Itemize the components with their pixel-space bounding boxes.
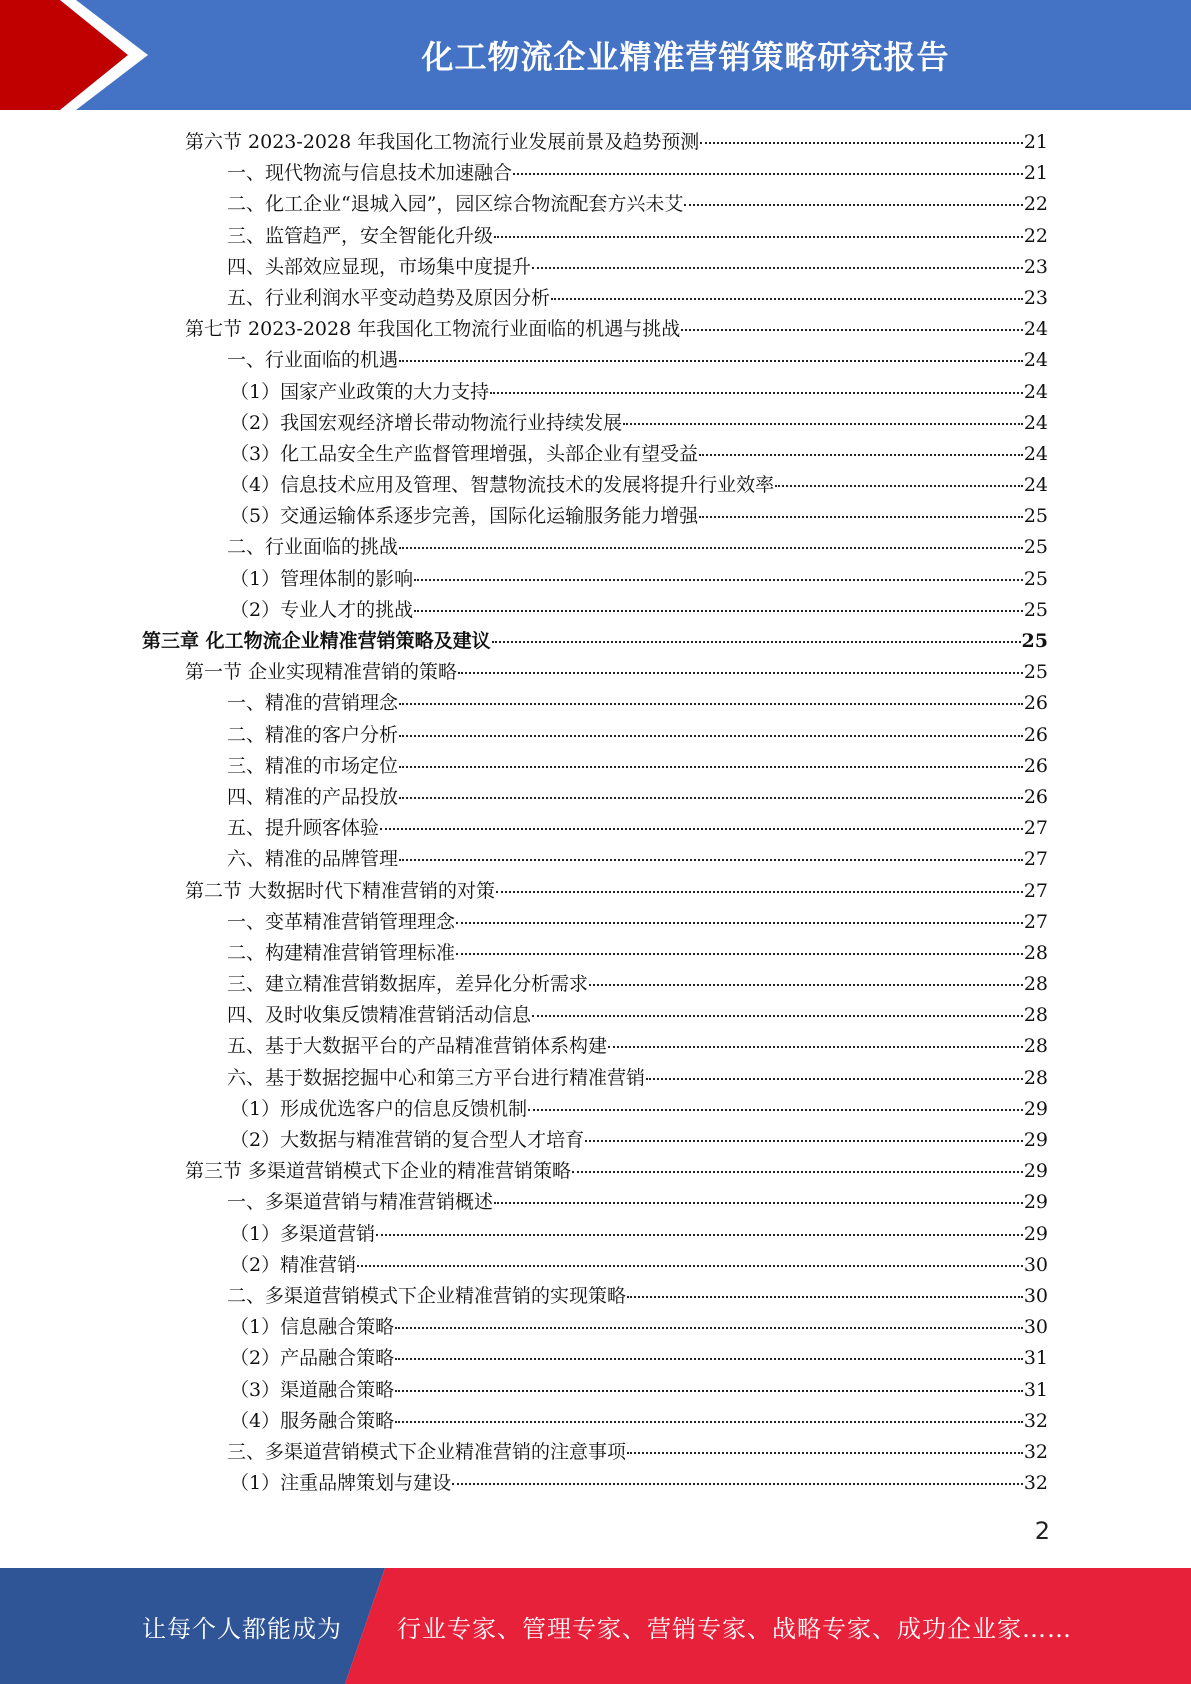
- toc-chapter-entry[interactable]: [142, 626, 1048, 657]
- toc-entry-title: 二、多渠道营销模式下企业精准营销的实现策略: [227, 1284, 627, 1307]
- toc-entry-page: 22: [1023, 224, 1048, 247]
- toc-entry-title: 四、头部效应显现，市场集中度提升: [227, 255, 532, 278]
- toc-entry[interactable]: [142, 1343, 1048, 1374]
- toc-entry-title: 六、精准的品牌管理: [227, 848, 399, 871]
- toc-entry-title: （1）多渠道营销: [230, 1222, 376, 1245]
- toc-entry[interactable]: [142, 1250, 1048, 1281]
- footer-slogan-left: 让每个人都能成为: [142, 1614, 342, 1643]
- toc-entry-page: 29: [1023, 1222, 1048, 1245]
- toc-dot-leader: [395, 1421, 1023, 1423]
- header-arrow-icon: [0, 0, 190, 110]
- toc-dot-leader: [456, 922, 1023, 924]
- toc-entry-title: （2）专业人才的挑战: [230, 598, 414, 621]
- toc-dot-leader: [376, 1234, 1023, 1236]
- toc-entry-title: 第七节 2023-2028 年我国化工物流行业面临的机遇与挑战: [185, 318, 681, 341]
- toc-entry-title: 五、提升顾客体验: [227, 817, 380, 840]
- toc-entry[interactable]: [142, 1156, 1048, 1187]
- toc-entry-page: 21: [1023, 131, 1048, 153]
- toc-dot-leader: [551, 298, 1023, 300]
- toc-dot-leader: [458, 672, 1023, 674]
- toc-entry[interactable]: [142, 969, 1048, 1000]
- toc-entry[interactable]: [142, 1219, 1048, 1250]
- toc-entry-page: 25: [1021, 630, 1048, 652]
- toc-entry[interactable]: [142, 1375, 1048, 1406]
- toc-entry-page: 25: [1023, 598, 1048, 621]
- toc-dot-leader: [414, 579, 1023, 581]
- toc-entry-page: 27: [1023, 879, 1048, 902]
- toc-dot-leader: [532, 267, 1023, 269]
- toc-entry[interactable]: [142, 127, 1048, 158]
- toc-entry-title: （2）我国宏观经济增长带动物流行业持续发展: [230, 411, 623, 434]
- toc-entry[interactable]: [142, 252, 1048, 283]
- toc-entry-page: 25: [1023, 567, 1048, 590]
- toc-entry-title: 一、现代物流与信息技术加速融合: [227, 162, 513, 185]
- toc-entry[interactable]: [142, 1468, 1048, 1499]
- toc-entry-page: 24: [1023, 411, 1048, 434]
- toc-entry-title: 三、精准的市场定位: [227, 754, 399, 777]
- page-number: 2: [1034, 1517, 1050, 1545]
- toc-entry[interactable]: [142, 377, 1048, 408]
- toc-entry-page: 26: [1023, 692, 1048, 715]
- toc-entry-title: 第三章 化工物流企业精准营销策略及建议: [142, 630, 491, 652]
- toc-entry[interactable]: [142, 564, 1048, 595]
- toc-entry[interactable]: [142, 1063, 1048, 1094]
- toc-entry-title: 第二节 大数据时代下精准营销的对策: [185, 879, 496, 902]
- toc-entry-page: 31: [1023, 1347, 1048, 1370]
- toc-entry-title: 二、精准的客户分析: [227, 723, 399, 746]
- toc-entry-page: 29: [1023, 1160, 1048, 1183]
- toc-entry-title: （3）渠道融合策略: [230, 1378, 395, 1401]
- toc-entry[interactable]: [142, 907, 1048, 938]
- report-title: 化工物流企业精准营销策略研究报告: [421, 38, 950, 76]
- toc-entry-title: （1）信息融合策略: [230, 1316, 395, 1339]
- toc-entry[interactable]: [142, 938, 1048, 969]
- toc-dot-leader: [623, 423, 1023, 425]
- toc-entry-title: 五、行业利润水平变动趋势及原因分析: [227, 286, 551, 309]
- toc-entry-page: 23: [1023, 255, 1048, 278]
- toc-entry-page: 22: [1023, 193, 1048, 216]
- toc-entry[interactable]: [142, 189, 1048, 220]
- toc-dot-leader: [399, 360, 1023, 362]
- table-of-contents: [142, 127, 1048, 1499]
- toc-dot-leader: [608, 1046, 1023, 1048]
- toc-entry-title: （4）信息技术应用及管理、智慧物流技术的发展将提升行业效率: [230, 474, 775, 497]
- toc-dot-leader: [414, 610, 1023, 612]
- toc-dot-leader: [395, 1327, 1023, 1329]
- toc-entry[interactable]: [142, 720, 1048, 751]
- toc-entry-title: 一、精准的营销理念: [227, 692, 399, 715]
- toc-entry-title: 四、精准的产品投放: [227, 785, 399, 808]
- toc-dot-leader: [399, 735, 1023, 737]
- toc-entry[interactable]: [142, 1094, 1048, 1125]
- toc-dot-leader: [399, 797, 1023, 799]
- toc-dot-leader: [494, 236, 1023, 238]
- toc-entry-page: 28: [1023, 1066, 1048, 1089]
- toc-dot-leader: [395, 1390, 1023, 1392]
- toc-entry-page: 28: [1023, 1035, 1048, 1058]
- toc-entry[interactable]: [142, 876, 1048, 907]
- toc-entry-page: 32: [1023, 1472, 1048, 1495]
- toc-entry-title: 四、及时收集反馈精准营销活动信息: [227, 1004, 532, 1027]
- toc-dot-leader: [681, 329, 1023, 331]
- toc-entry[interactable]: [142, 1312, 1048, 1343]
- toc-dot-leader: [357, 1265, 1023, 1267]
- toc-entry[interactable]: [142, 595, 1048, 626]
- toc-entry-title: （1）形成优选客户的信息反馈机制: [230, 1097, 528, 1120]
- footer-slogan-right: 行业专家、管理专家、营销专家、战略专家、成功企业家……: [397, 1614, 1072, 1643]
- toc-entry[interactable]: [142, 1125, 1048, 1156]
- toc-entry-title: （5）交通运输体系逐步完善，国际化运输服务能力增强: [230, 505, 699, 528]
- toc-dot-leader: [528, 1109, 1023, 1111]
- page-footer: [0, 1568, 1191, 1684]
- toc-entry-page: 26: [1023, 754, 1048, 777]
- toc-entry-title: 第六节 2023-2028 年我国化工物流行业发展前景及趋势预测: [185, 131, 700, 153]
- toc-dot-leader: [775, 485, 1023, 487]
- toc-entry[interactable]: [142, 314, 1048, 345]
- toc-dot-leader: [399, 703, 1023, 705]
- toc-entry-page: 28: [1023, 1004, 1048, 1027]
- toc-entry-title: 二、构建精准营销管理标准: [227, 941, 456, 964]
- toc-entry[interactable]: [142, 221, 1048, 252]
- toc-dot-leader: [399, 547, 1023, 549]
- toc-entry-page: 30: [1023, 1253, 1048, 1276]
- toc-entry-title: （3）化工品安全生产监督管理增强，头部企业有望受益: [230, 442, 699, 465]
- toc-entry-page: 27: [1023, 910, 1048, 933]
- toc-entry-title: 一、变革精准营销管理理念: [227, 910, 456, 933]
- toc-dot-leader: [684, 204, 1022, 206]
- toc-entry-page: 29: [1023, 1097, 1048, 1120]
- toc-dot-leader: [496, 891, 1023, 893]
- toc-entry-page: 21: [1023, 162, 1048, 185]
- toc-entry-page: 26: [1023, 785, 1048, 808]
- toc-dot-leader: [699, 454, 1023, 456]
- toc-entry[interactable]: [142, 439, 1048, 470]
- toc-entry[interactable]: [142, 532, 1048, 563]
- toc-entry-title: （1）注重品牌策划与建设: [230, 1472, 452, 1495]
- toc-entry[interactable]: [142, 283, 1048, 314]
- toc-dot-leader: [585, 1140, 1023, 1142]
- toc-entry-page: 32: [1023, 1440, 1048, 1463]
- toc-entry[interactable]: [142, 1406, 1048, 1437]
- toc-entry-page: 25: [1023, 661, 1048, 684]
- toc-entry-page: 30: [1023, 1316, 1048, 1339]
- toc-entry-page: 29: [1023, 1191, 1048, 1214]
- toc-entry-page: 29: [1023, 1129, 1048, 1151]
- toc-entry-title: 第三节 多渠道营销模式下企业的精准营销策略: [185, 1160, 572, 1183]
- toc-dot-leader: [380, 828, 1023, 830]
- toc-entry-title: 三、建立精准营销数据库，差异化分析需求: [227, 973, 589, 996]
- toc-entry-page: 31: [1023, 1378, 1048, 1401]
- toc-entry[interactable]: [142, 470, 1048, 501]
- toc-entry[interactable]: [142, 408, 1048, 439]
- toc-entry-title: （2）产品融合策略: [230, 1347, 395, 1370]
- toc-entry[interactable]: [142, 1187, 1048, 1218]
- toc-entry-page: 24: [1023, 474, 1048, 497]
- toc-entry-title: 二、化工企业“退城入园”，园区综合物流配套方兴未艾: [227, 193, 684, 216]
- toc-entry-page: 24: [1023, 349, 1048, 372]
- toc-dot-leader: [490, 392, 1023, 394]
- toc-dot-leader: [395, 1358, 1023, 1360]
- toc-entry-title: 第一节 企业实现精准营销的策略: [185, 661, 458, 684]
- toc-entry-page: 25: [1023, 505, 1048, 528]
- toc-entry-title: 五、基于大数据平台的产品精准营销体系构建: [227, 1035, 608, 1058]
- toc-entry-title: 六、基于数据挖掘中心和第三方平台进行精准营销: [227, 1066, 646, 1089]
- toc-entry[interactable]: [142, 782, 1048, 813]
- toc-entry[interactable]: [142, 158, 1048, 189]
- toc-entry-page: 26: [1023, 723, 1048, 746]
- toc-entry[interactable]: [142, 688, 1048, 719]
- toc-dot-leader: [494, 1202, 1023, 1204]
- toc-dot-leader: [646, 1078, 1023, 1080]
- toc-dot-leader: [456, 953, 1023, 955]
- toc-entry-page: 32: [1023, 1409, 1048, 1432]
- toc-entry-page: 28: [1023, 941, 1048, 964]
- toc-entry[interactable]: [142, 345, 1048, 376]
- toc-entry[interactable]: [142, 751, 1048, 782]
- toc-entry[interactable]: [142, 844, 1048, 875]
- toc-entry[interactable]: [142, 1437, 1048, 1468]
- toc-dot-leader: [627, 1452, 1023, 1454]
- toc-entry-title: 三、多渠道营销模式下企业精准营销的注意事项: [227, 1440, 627, 1463]
- toc-dot-leader: [627, 1296, 1023, 1298]
- toc-dot-leader: [572, 1171, 1023, 1173]
- toc-entry[interactable]: [142, 1031, 1048, 1062]
- toc-dot-leader: [399, 766, 1023, 768]
- toc-dot-leader: [700, 142, 1023, 144]
- toc-entry-page: 30: [1023, 1284, 1048, 1307]
- toc-entry-page: 23: [1023, 286, 1048, 309]
- toc-entry[interactable]: [142, 1000, 1048, 1031]
- toc-dot-leader: [452, 1483, 1023, 1485]
- toc-dot-leader: [492, 641, 1021, 643]
- toc-dot-leader: [699, 516, 1023, 518]
- toc-dot-leader: [513, 173, 1023, 175]
- toc-entry-title: （1）管理体制的影响: [230, 567, 414, 590]
- toc-entry-title: 三、监管趋严，安全智能化升级: [227, 224, 494, 247]
- toc-dot-leader: [399, 859, 1023, 861]
- toc-entry-title: （2）大数据与精准营销的复合型人才培育: [230, 1129, 585, 1151]
- toc-entry-title: （4）服务融合策略: [230, 1409, 395, 1432]
- toc-entry-page: 24: [1023, 442, 1048, 465]
- toc-entry-page: 28: [1023, 973, 1048, 996]
- toc-entry-page: 27: [1023, 817, 1048, 840]
- toc-entry-page: 27: [1023, 848, 1048, 871]
- toc-entry-page: 24: [1023, 318, 1048, 341]
- toc-dot-leader: [589, 984, 1023, 986]
- toc-entry[interactable]: [142, 1281, 1048, 1312]
- toc-entry-title: 一、行业面临的机遇: [227, 349, 399, 372]
- toc-entry-page: 24: [1023, 380, 1048, 403]
- toc-entry[interactable]: [142, 813, 1048, 844]
- toc-entry-title: 一、多渠道营销与精准营销概述: [227, 1191, 494, 1214]
- page-header: [0, 0, 1191, 110]
- toc-entry-page: 25: [1023, 536, 1048, 559]
- toc-entry-title: （2）精准营销: [230, 1253, 357, 1276]
- toc-entry[interactable]: [142, 501, 1048, 532]
- toc-dot-leader: [532, 1015, 1023, 1017]
- toc-entry-title: 二、行业面临的挑战: [227, 536, 399, 559]
- toc-entry-title: （1）国家产业政策的大力支持: [230, 380, 490, 403]
- toc-entry[interactable]: [142, 657, 1048, 688]
